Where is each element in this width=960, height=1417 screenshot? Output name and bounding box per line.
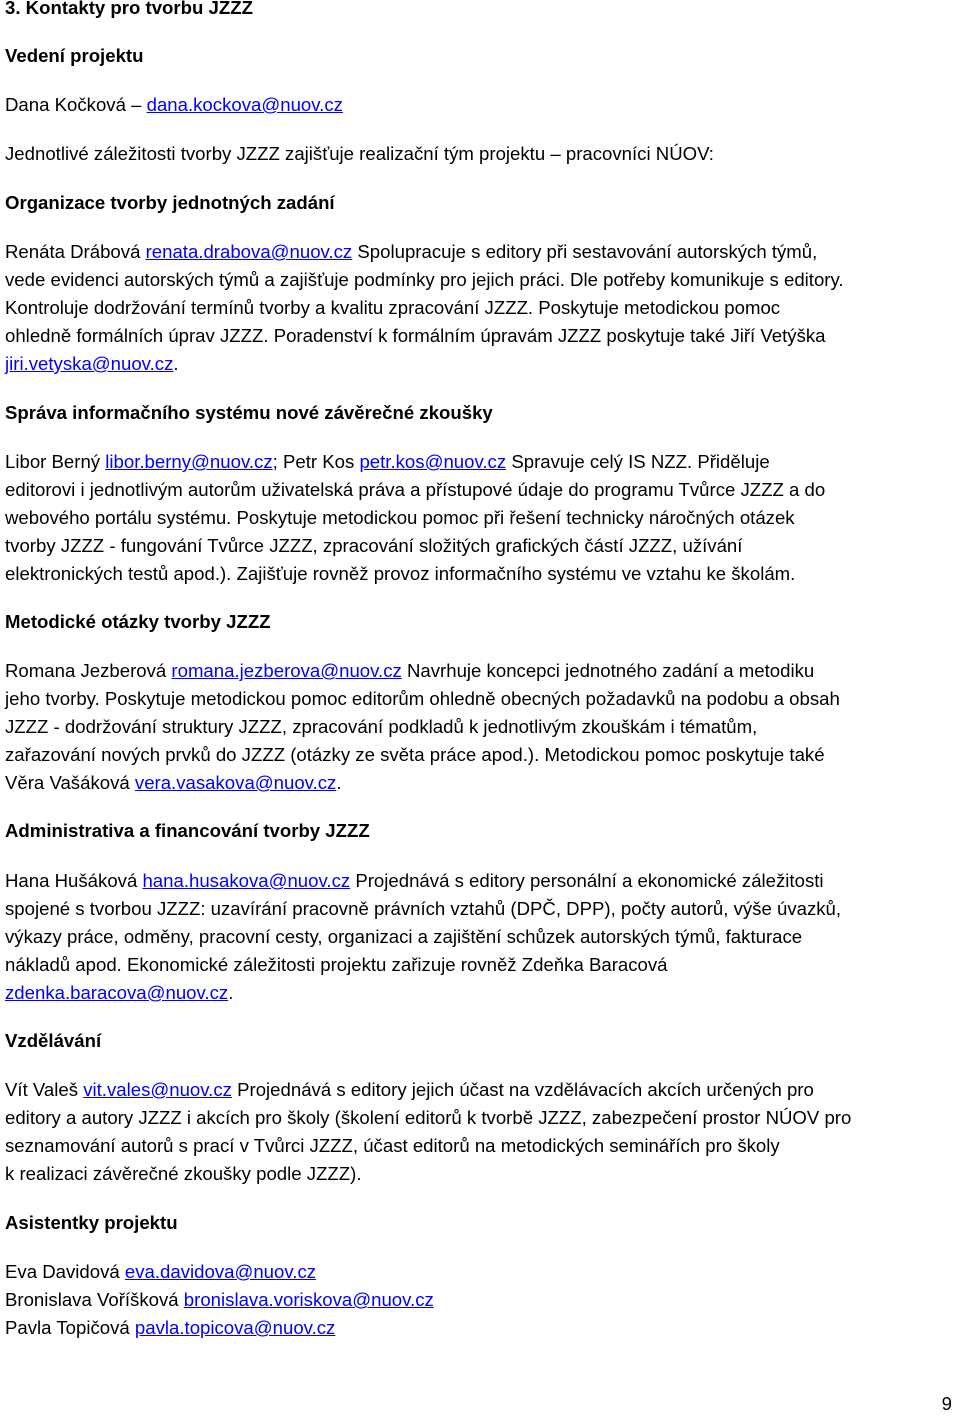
paragraph-line: k realizaci závěrečné zkoušky podle JZZZ). [5,1163,362,1184]
email-link[interactable]: renata.drabova@nuov.cz [145,241,353,262]
paragraph-text: Projednává s editory jejich účast na vzdělávacích akcích určených pro [231,1079,814,1100]
email-link[interactable]: zdenka.baracova@nuov.cz [5,982,229,1003]
paragraph-line: spojené s tvorbou JZZZ: uzavírání pracovně právních vztahů (DPČ, DPP), počty autorů, výše úvazků, [5,898,842,919]
contact-name: Romana Jezberová [5,660,172,681]
paragraph-line: nákladů apod. Ekonomické záležitosti projektu zařizuje rovněž Zdeňka Baracová [5,954,668,975]
list-item [5,1286,434,1314]
email-link[interactable]: bronislava.voriskova@nuov.cz [183,1289,434,1310]
heading-organizace: Organizace tvorby jednotných zadání [5,192,335,213]
paragraph-text: . [228,982,234,1003]
email-link[interactable]: eva.davidova@nuov.cz [124,1261,317,1282]
contact-name: Věra Vašáková [5,772,135,793]
paragraph-line [5,350,179,378]
paragraph-line: tvorby JZZZ - fungování Tvůrce JZZZ, zpracování složitých grafických částí JZZZ, užívání [5,535,743,556]
heading-vzdelavani: Vzdělávání [5,1030,102,1051]
separator-text: ; Petr Kos [272,451,360,472]
paragraph-text: Projednává s editory personální a ekonomické záležitosti [350,870,824,891]
page-number: 9 [941,1393,952,1414]
section-title: 3. Kontakty pro tvorbu JZZZ [5,0,253,18]
contact-name: Eva Davidová [5,1261,125,1282]
paragraph-text: Spravuje celý IS NZZ. Přiděluje [506,451,770,472]
paragraph-line [5,769,342,797]
paragraph-text: Navrhuje koncepci jednotného zadání a metodiku [401,660,815,681]
paragraph-line [5,979,233,1007]
heading-sprava: Správa informačního systému nové závěrečné zkoušky [5,402,493,423]
paragraph-line [5,238,817,266]
paragraph-line: Kontroluje dodržování termínů tvorby a kvalitu zpracování JZZZ. Poskytuje metodickou pomoc [5,297,781,318]
contact-name: Hana Hušáková [5,870,143,891]
contact-name: Bronislava Voříšková [5,1289,184,1310]
heading-administrativa: Administrativa a financování tvorby JZZZ [5,820,370,841]
list-item [5,1258,316,1286]
paragraph-text: . [173,353,179,374]
contact-name: Libor Berný [5,451,106,472]
paragraph-text: Spolupracuje s editory při sestavování autorských týmů, [352,241,818,262]
email-link[interactable]: vit.vales@nuov.cz [83,1079,232,1100]
paragraph-line: zařazování nových prvků do JZZZ (otázky ze světa práce apod.). Metodickou pomoc poskytuje také [5,744,825,765]
paragraph-line [5,1076,814,1104]
email-link[interactable]: pavla.topicova@nuov.cz [134,1317,336,1338]
email-link[interactable]: dana.kockova@nuov.cz [146,94,343,115]
paragraph-line: seznamování autorů s prací v Tvůrci JZZZ, účast editorů na metodických seminářích pro školy [5,1135,780,1156]
paragraph-line: JZZZ - dodržování struktury JZZZ, zpracování podkladů k jednotlivým zkouškám i tématům, [5,716,758,737]
paragraph-line: výkazy práce, odměny, pracovní cesty, organizaci a zajištění schůzek autorských týmů, fakturace [5,926,803,947]
heading-asistentky: Asistentky projektu [5,1212,178,1233]
paragraph-line [5,867,824,895]
email-link[interactable]: jiri.vetyska@nuov.cz [5,353,174,374]
contact-name: Vít Valeš [5,1079,84,1100]
contact-name: Renáta Drábová [5,241,146,262]
email-link[interactable]: romana.jezberova@nuov.cz [171,660,402,681]
email-link[interactable]: hana.husakova@nuov.cz [142,870,351,891]
email-link[interactable]: vera.vasakova@nuov.cz [134,772,337,793]
paragraph-line [5,657,814,685]
paragraph-line [5,448,770,476]
contact-name: Pavla Topičová [5,1317,135,1338]
team-note: Jednotlivé záležitosti tvorby JZZZ zajišťuje realizační tým projektu – pracovníci NÚOV: [5,143,714,164]
contact-line-vedeni [5,91,343,119]
heading-metodicke: Metodické otázky tvorby JZZZ [5,611,271,632]
paragraph-line: ohledně formálních úprav JZZZ. Poradenství k formálním úpravám JZZZ poskytuje také Jiří Vetýška [5,325,826,346]
paragraph-text: . [336,772,342,793]
paragraph-line: webového portálu systému. Poskytuje metodickou pomoc při řešení technicky náročných otázek [5,507,795,528]
heading-vedeni: Vedení projektu [5,45,144,66]
paragraph-line: jeho tvorby. Poskytuje metodickou pomoc editorům ohledně obecných požadavků na podobu a obsah [5,688,840,709]
paragraph-line: elektronických testů apod.). Zajišťuje rovněž provoz informačního systému ve vztahu ke školám. [5,563,796,584]
paragraph-line: editory a autory JZZZ i akcích pro školy (školení editorů k tvorbě JZZZ, zabezpečení prostor NÚOV pro [5,1107,852,1128]
paragraph-line: editorovi i jednotlivým autorům uživatelská práva a přístupové údaje do programu Tvůrce JZZZ a do [5,479,826,500]
list-item [5,1314,335,1342]
contact-name: Dana Kočková – [5,94,147,115]
paragraph-line: vede evidenci autorských týmů a zajišťuje podmínky pro jejich práci. Dle potřeby komunikuje s editory. [5,269,844,290]
email-link[interactable]: petr.kos@nuov.cz [359,451,507,472]
email-link[interactable]: libor.berny@nuov.cz [105,451,273,472]
